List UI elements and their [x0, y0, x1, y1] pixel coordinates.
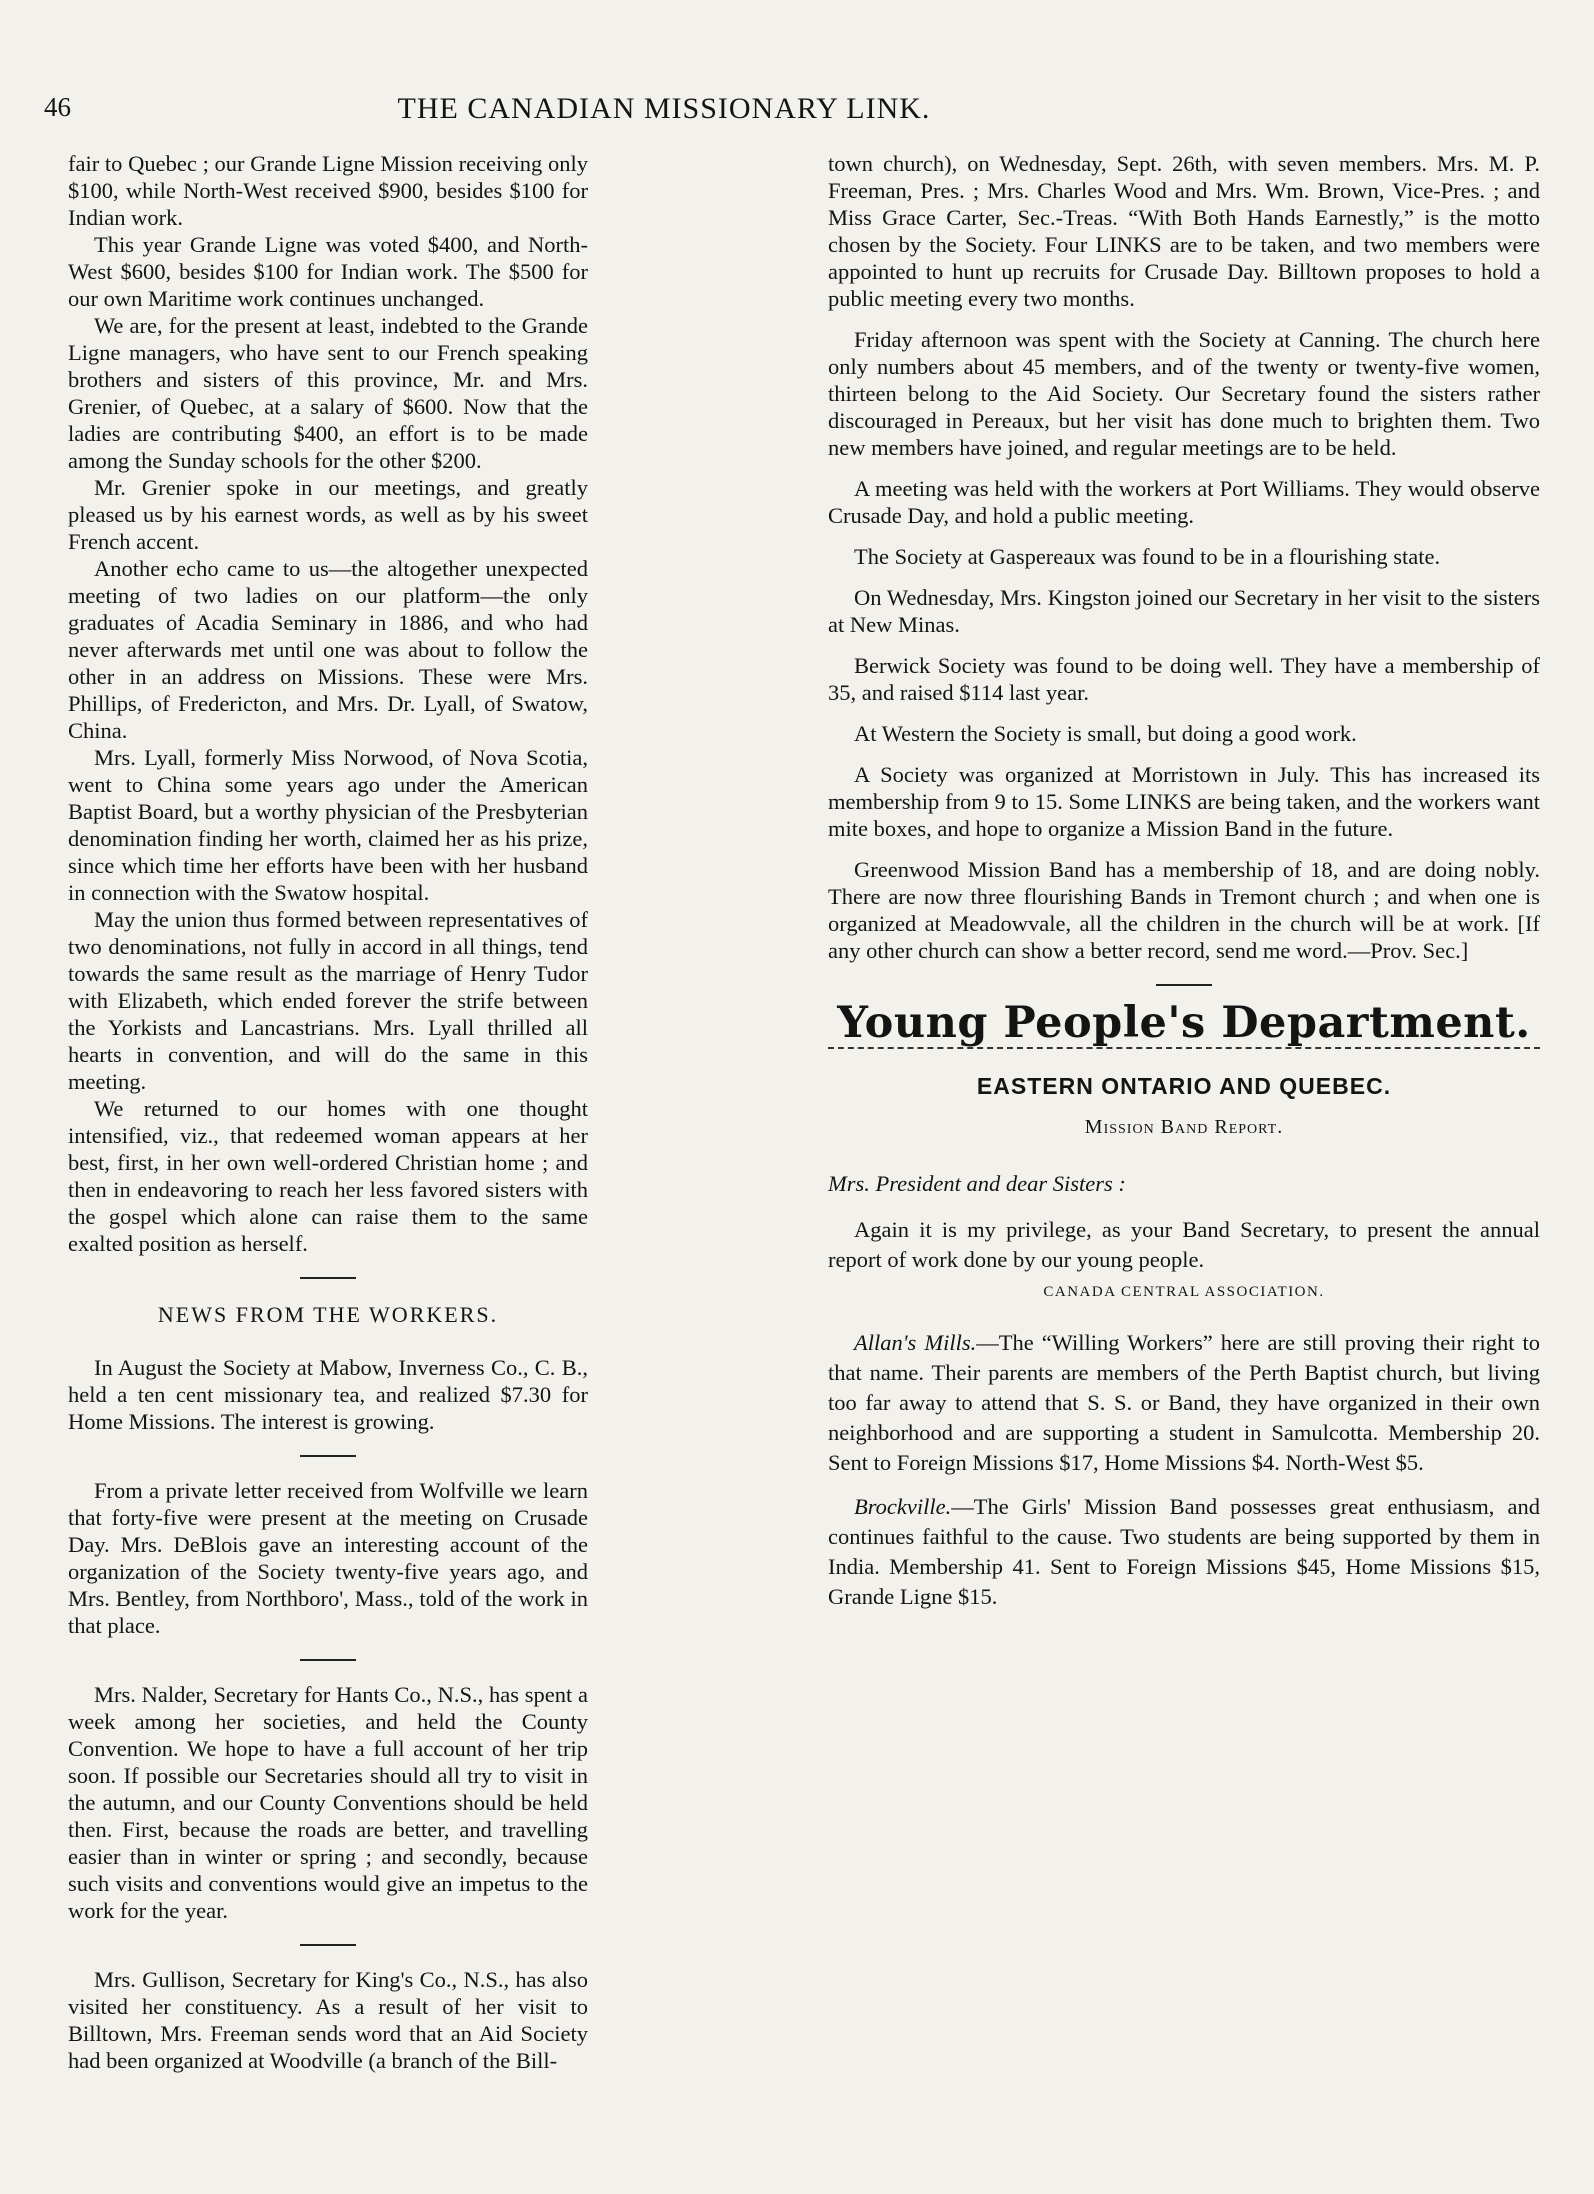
- paragraph: We returned to our homes with one thought intensified, viz., that redeemed woman appears at her best, first, in her own well-ordered Christian home ; and then in endeavoring to reach her less favored sisters with the gospel which alone can raise them to the same exalted position as herself.: [68, 1096, 588, 1256]
- paragraph: Friday afternoon was spent with the Society at Canning. The church here only numbers about 45 members, and of the twenty or twenty-five women, thirteen belong to the Aid Society. Our Secretary found the sisters rather discouraged in Pereaux, but her visit has done much to brighten them. Two new members have joined, and regular meetings are to be held.: [828, 327, 1540, 460]
- association-heading: CANADA CENTRAL ASSOCIATION.: [1043, 1284, 1325, 1300]
- band-report: [828, 1169, 1540, 1612]
- region-heading: EASTERN ONTARIO AND QUEBEC.: [976, 1073, 1392, 1099]
- report-heading: Mission Band Report.: [1084, 1116, 1284, 1138]
- item-divider: [300, 1455, 356, 1457]
- place-name: Brockville.: [854, 1494, 952, 1519]
- paragraph: Berwick Society was found to be doing well. They have a membership of 35, and raised $114 last year.: [828, 653, 1540, 705]
- paragraph: We are, for the present at least, indebted to the Grande Ligne managers, who have sent to our French speaking brothers and sisters of this province, Mr. and Mrs. Grenier, of Quebec, at a salary of $600. Now that the ladies are contributing $400, an effort is to be made among the Sunday schools for the other $200.: [68, 313, 588, 473]
- running-title: THE CANADIAN MISSIONARY LINK.: [397, 92, 931, 125]
- paragraph: A meeting was held with the workers at Port Williams. They would observe Crusade Day, and hold a public meeting.: [828, 476, 1540, 528]
- paragraph: Mr. Grenier spoke in our meetings, and greatly pleased us by his earnest words, as well as by his sweet French accent.: [68, 475, 588, 554]
- paragraph: town church), on Wednesday, Sept. 26th, with seven members. Mrs. M. P. Freeman, Pres. ; Mrs. Charles Wood and Mrs. Wm. Brown, Vice-Pres. ; and Miss Grace Carter, Sec.-Treas. “With Both Hands Earnestly,” is the motto chosen by the Society. Four LINKS are to be taken, and two members were appointed to hunt up recruits for Crusade Day. Billtown proposes to hold a public meeting every two months.: [828, 151, 1540, 311]
- place-name: Allan's Mills.: [854, 1330, 977, 1355]
- item-divider: [300, 1944, 356, 1946]
- page-number: 46: [44, 92, 71, 122]
- paragraph: Another echo came to us—the altogether unexpected meeting of two ladies on our platform—the only graduates of Acadia Seminary in 1886, and who had never afterwards met until one was about to follow the other in an address on Missions. These were Mrs. Phillips, of Fredericton, and Mrs. Dr. Lyall, of Swatow, China.: [68, 556, 588, 743]
- news-item: In August the Society at Mabow, Inverness Co., C. B., held a ten cent missionary tea, and realized $7.30 for Home Missions. The interest is growing.: [68, 1355, 588, 1434]
- department-title: Young People's Department.: [837, 998, 1531, 1048]
- paragraph: This year Grande Ligne was voted $400, and North-West $600, besides $100 for Indian work. The $500 for our own Maritime work continues unchanged.: [68, 232, 588, 311]
- news-item: Mrs. Nalder, Secretary for Hants Co., N.S., has spent a week among her societies, and held the County Convention. We hope to have a full account of her trip soon. If possible our Secretaries should all try to visit in the autumn, and our County Conventions should be held then. First, because the roads are better, and travelling easier than in winter or spring ; and secondly, because such visits and conventions would give an impetus to the work for the year.: [68, 1682, 588, 1923]
- item-divider: [300, 1659, 356, 1661]
- paragraph: On Wednesday, Mrs. Kingston joined our Secretary in her visit to the sisters at New Minas.: [828, 585, 1540, 637]
- right-column: [828, 150, 1540, 1612]
- paragraph: At Western the Society is small, but doing a good work.: [854, 721, 1357, 746]
- paragraph: Again it is my privilege, as your Band Secretary, to present the annual report of work done by our young people.: [828, 1217, 1540, 1272]
- news-heading: NEWS FROM THE WORKERS.: [157, 1302, 499, 1327]
- band-entry: [828, 1328, 1540, 1478]
- news-item: From a private letter received from Wolfville we learn that forty-five were present at the meeting on Crusade Day. Mrs. DeBlois gave an interesting account of the organization of the Society twenty-five years ago, and Mrs. Bentley, from Northboro', Mass., told of the work in that place.: [68, 1478, 588, 1638]
- section-divider: [300, 1277, 356, 1279]
- paragraph: The Society at Gaspereaux was found to be in a flourishing state.: [854, 544, 1441, 569]
- entry-text: —The Girls' Mission Band possesses great enthusiasm, and continues faithful to the cause. Two students are being supported by them in India. Membership 41. Sent to Foreign Missions $45, Home Missions $15, Grande Ligne $15.: [828, 1494, 1540, 1609]
- band-entry: [828, 1492, 1540, 1612]
- paragraph: fair to Quebec ; our Grande Ligne Mission receiving only $100, while North-West received $900, besides $100 for Indian work.: [68, 151, 588, 230]
- entry-text: —The “Willing Workers” here are still proving their right to that name. Their parents are members of the Perth Baptist church, but living too far away to attend that S. S. or Band, they have organized in their own neighborhood and are supporting a student in Samulcotta. Membership 20. Sent to Foreign Missions $17, Home Missions $4. North-West $5.: [828, 1330, 1540, 1475]
- section-divider: [1156, 984, 1212, 986]
- paragraph: A Society was organized at Morristown in July. This has increased its membership from 9 to 15. Some LINKS are being taken, and the workers want mite boxes, and hope to organize a Mission Band in the future.: [828, 762, 1540, 841]
- salutation: Mrs. President and dear Sisters :: [828, 1171, 1126, 1196]
- paragraph: Greenwood Mission Band has a membership of 18, and are doing nobly. There are now three flourishing Bands in Tremont church ; and when one is organized at Meadowvale, all the children in the church will be at work. [If any other church can show a better record, send me word.—Prov. Sec.]: [828, 857, 1540, 963]
- page-header: [44, 92, 1154, 132]
- paragraph: May the union thus formed between representatives of two denominations, not fully in accord in all things, tend towards the same result as the marriage of Henry Tudor with Elizabeth, which ended forever the strife between the Yorkists and Lancastrians. Mrs. Lyall thrilled all hearts in convention, and will do the same in this meeting.: [68, 907, 588, 1094]
- news-item: Mrs. Gullison, Secretary for King's Co., N.S., has also visited her constituency. As a result of her visit to Billtown, Mrs. Freeman sends word that an Aid Society had been organized at Woodville (a branch of the Bill-: [68, 1967, 588, 2073]
- left-column: [68, 150, 588, 2074]
- paragraph: Mrs. Lyall, formerly Miss Norwood, of Nova Scotia, went to China some years ago under the American Baptist Board, but a worthy physician of the Presbyterian denomination finding her worth, claimed her as his prize, since which time her efforts have been with her husband in connection with the Swatow hospital.: [68, 745, 588, 905]
